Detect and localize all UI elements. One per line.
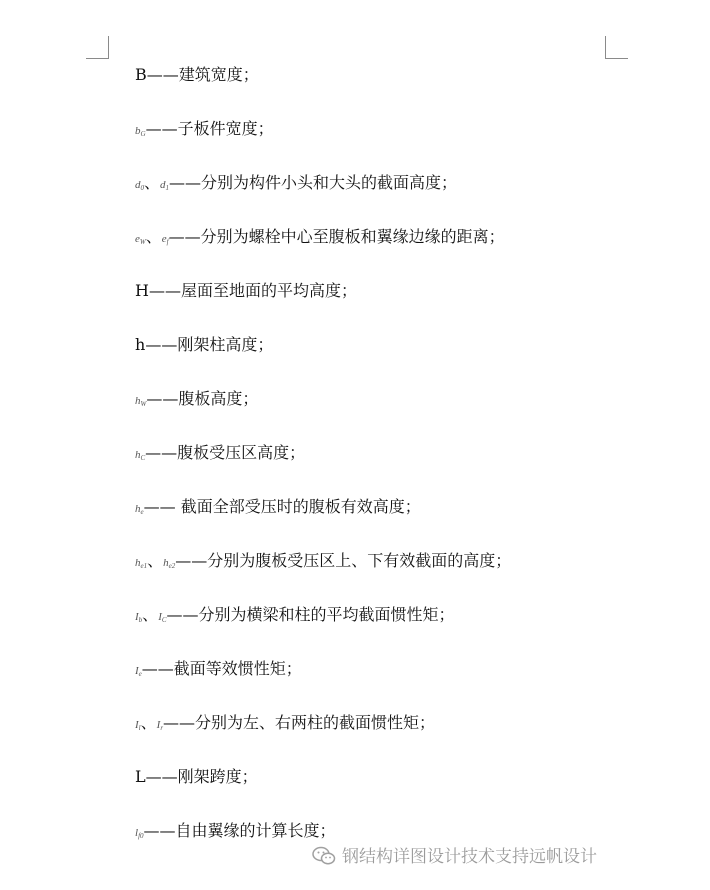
definition-line [135, 386, 258, 412]
definition-line [135, 764, 258, 790]
symbol-label: $h_{e2}$ [163, 557, 176, 570]
definition-line [135, 602, 455, 628]
symbol-label: $h_{e1}$ [135, 557, 148, 570]
symbol-label: L [135, 767, 146, 786]
symbol-separator: 、 [144, 173, 161, 192]
definition-line [135, 440, 305, 466]
symbol-label: H [135, 281, 149, 300]
symbol-label: $d_0$ [135, 179, 144, 192]
definition-text: ——腹板高度； [146, 389, 259, 408]
wechat-icon [312, 846, 336, 871]
watermark-text: 钢结构详图设计技术支持远帆设计 [342, 847, 597, 867]
symbol-label: h [135, 335, 146, 354]
definition-line [135, 224, 505, 250]
definition-text: ——截面等效惯性矩； [141, 659, 302, 678]
definition-line [135, 494, 421, 520]
symbol-label: $e_W$ [135, 233, 146, 246]
symbol-label: $b_G$ [135, 125, 146, 138]
definition-line [135, 548, 511, 574]
definition-line [135, 116, 274, 142]
definition-text: ——屋面至地面的平均高度； [148, 281, 357, 300]
symbol-separator: 、 [145, 227, 162, 246]
symbol-label: $l_{f0}$ [135, 827, 144, 840]
definition-text: ——分别为螺栓中心至腹板和翼缘边缘的距离； [168, 227, 505, 246]
symbol-label: $I_r$ [156, 719, 164, 732]
symbol-label: $I_e$ [135, 665, 142, 678]
definition-line [135, 710, 435, 736]
symbol-label: $h_C$ [135, 449, 146, 462]
definition-text: ——分别为横梁和柱的平均截面惯性矩； [166, 605, 455, 624]
symbol-label: $h_W$ [135, 395, 147, 408]
definition-text: ——分别为腹板受压区上、下有效截面的高度； [175, 551, 512, 570]
symbol-label: $I_l$ [135, 719, 141, 732]
symbol-label: $d_1$ [160, 179, 170, 192]
definition-text: ——子板件宽度； [145, 119, 274, 138]
definition-text: ——刚架柱高度； [145, 335, 274, 354]
symbol-separator: 、 [140, 713, 157, 732]
definition-line [135, 170, 457, 196]
symbol-label: $I_C$ [158, 611, 167, 624]
symbol-label: $I_b$ [135, 611, 143, 624]
definition-line [135, 62, 259, 88]
definition-line [135, 818, 336, 844]
definition-text: ——建筑宽度； [146, 65, 259, 84]
symbol-separator: 、 [142, 605, 159, 624]
definition-line [135, 656, 302, 682]
definition-line [135, 332, 273, 358]
page-corner-mark-right [605, 36, 628, 59]
definition-text: ——自由翼缘的计算长度； [143, 821, 336, 840]
definition-text: —— 截面全部受压时的腹板有效高度； [143, 497, 421, 516]
definition-text: ——腹板受压区高度； [145, 443, 306, 462]
definition-line [135, 278, 357, 304]
watermark [312, 842, 597, 871]
definition-text: ——分别为左、右两柱的截面惯性矩； [163, 713, 436, 732]
symbol-label: $e_f$ [161, 233, 169, 246]
definition-text: ——刚架跨度； [145, 767, 258, 786]
page-corner-mark-left [86, 36, 109, 59]
definition-text: ——分别为构件小头和大头的截面高度； [169, 173, 458, 192]
symbol-label: $h_e$ [135, 503, 144, 516]
symbol-separator: 、 [147, 551, 164, 570]
symbol-label: B [135, 65, 147, 84]
